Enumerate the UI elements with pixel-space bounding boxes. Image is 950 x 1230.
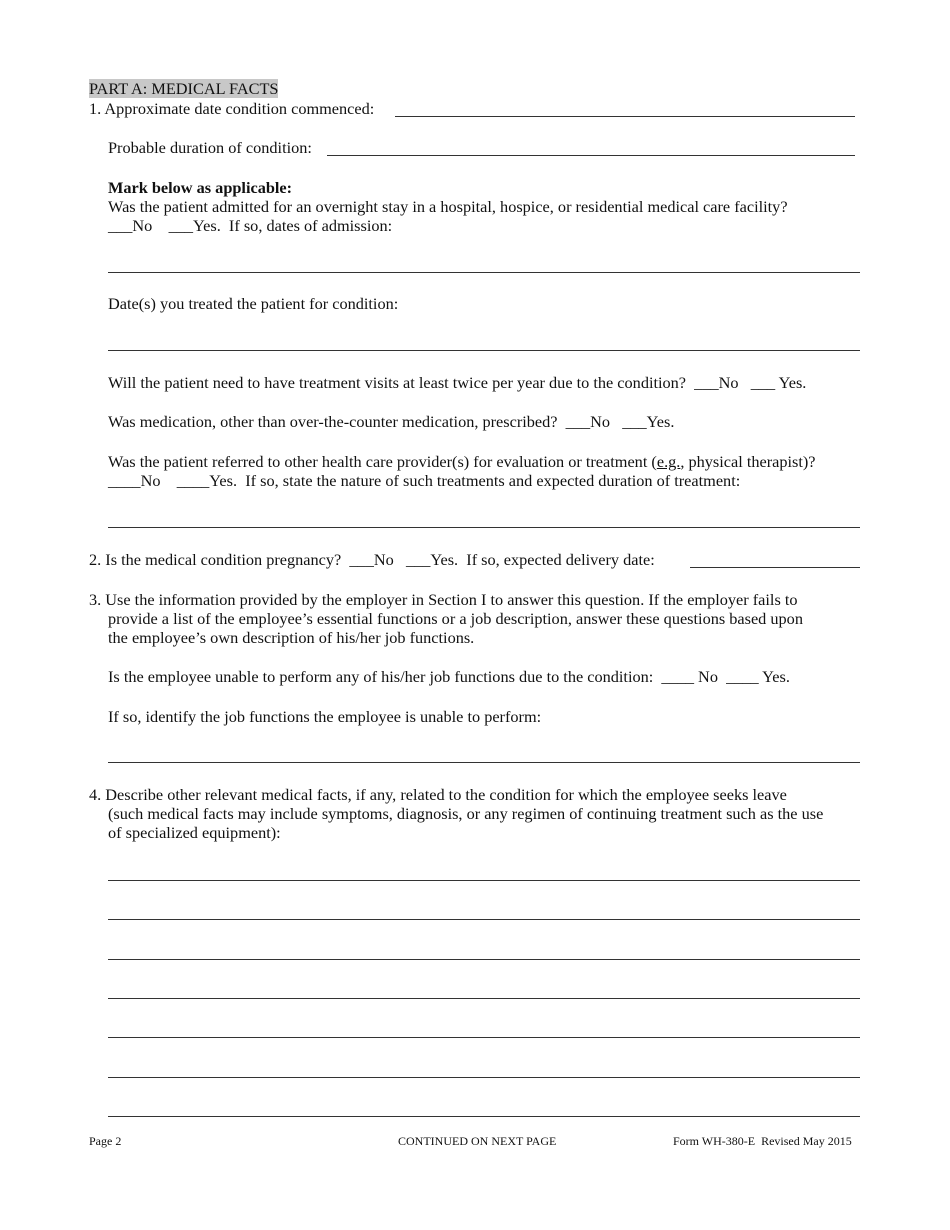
admitted-question: Was the patient admitted for an overnight stay in a hospital, hospice, or residential medical care facility? [108, 197, 788, 216]
medical-facts-line[interactable] [108, 919, 860, 920]
referred-answer[interactable]: ____No ____Yes. If so, state the nature of such treatments and expected duration of treatment: [108, 471, 741, 490]
admitted-answer[interactable]: ___No ___Yes. If so, dates of admission: [108, 216, 393, 235]
q1-label: 1. Approximate date condition commenced: [89, 99, 375, 118]
page-number: Page 2 [89, 1134, 122, 1148]
duration-field[interactable] [327, 155, 855, 156]
mark-heading: Mark below as applicable: [108, 178, 293, 197]
delivery-date-field[interactable] [690, 567, 860, 568]
medical-facts-line[interactable] [108, 959, 860, 960]
q2-label[interactable]: 2. Is the medical condition pregnancy? ___No ___Yes. If so, expected delivery date: [89, 550, 655, 569]
q3-line-3: the employee’s own description of his/her job functions. [108, 628, 475, 647]
q4-line-3: of specialized equipment): [108, 823, 281, 842]
medical-facts-line[interactable] [108, 1037, 860, 1038]
q4-line-1: 4. Describe other relevant medical facts, if any, related to the condition for which the employee seeks leave [89, 785, 787, 804]
duration-label: Probable duration of condition: [108, 138, 312, 157]
medical-facts-line[interactable] [108, 998, 860, 999]
identify-label: If so, identify the job functions the employee is unable to perform: [108, 707, 542, 726]
q3-line-2: provide a list of the employee’s essential functions or a job description, answer these questions based upon [108, 609, 803, 628]
referral-details-field[interactable] [108, 527, 860, 528]
treated-dates-field[interactable] [108, 350, 860, 351]
q4-line-2: (such medical facts may include symptoms, diagnosis, or any regimen of continuing treatment such as the use [108, 804, 824, 823]
medical-facts-line[interactable] [108, 1116, 860, 1117]
job-functions-field[interactable] [108, 762, 860, 763]
unable-question[interactable]: Is the employee unable to perform any of his/her job functions due to the condition: ____ No ____ Yes. [108, 667, 790, 686]
medication-question[interactable]: Was medication, other than over-the-counter medication, prescribed? ___No ___Yes. [108, 412, 675, 431]
referred-question-pre: Was the patient referred to other health care provider(s) for evaluation or treatment ( [108, 452, 657, 471]
referred-eg: e.g. [656, 452, 681, 471]
section-title: PART A: MEDICAL FACTS [89, 79, 279, 98]
referred-question-post: , physical therapist)? [680, 452, 816, 471]
date-commenced-field[interactable] [395, 116, 855, 117]
medical-facts-line[interactable] [108, 880, 860, 881]
referred-question [108, 452, 816, 471]
continued-note: CONTINUED ON NEXT PAGE [398, 1134, 557, 1148]
q3-line-1: 3. Use the information provided by the employer in Section I to answer this question. If the employer fails to [89, 590, 798, 609]
form-id: Form WH-380-E Revised May 2015 [673, 1134, 852, 1148]
admission-dates-field[interactable] [108, 272, 860, 273]
medical-facts-line[interactable] [108, 1077, 860, 1078]
treated-dates-label: Date(s) you treated the patient for condition: [108, 294, 399, 313]
visits-question[interactable]: Will the patient need to have treatment visits at least twice per year due to the condition? ___No ___ Yes. [108, 373, 807, 392]
